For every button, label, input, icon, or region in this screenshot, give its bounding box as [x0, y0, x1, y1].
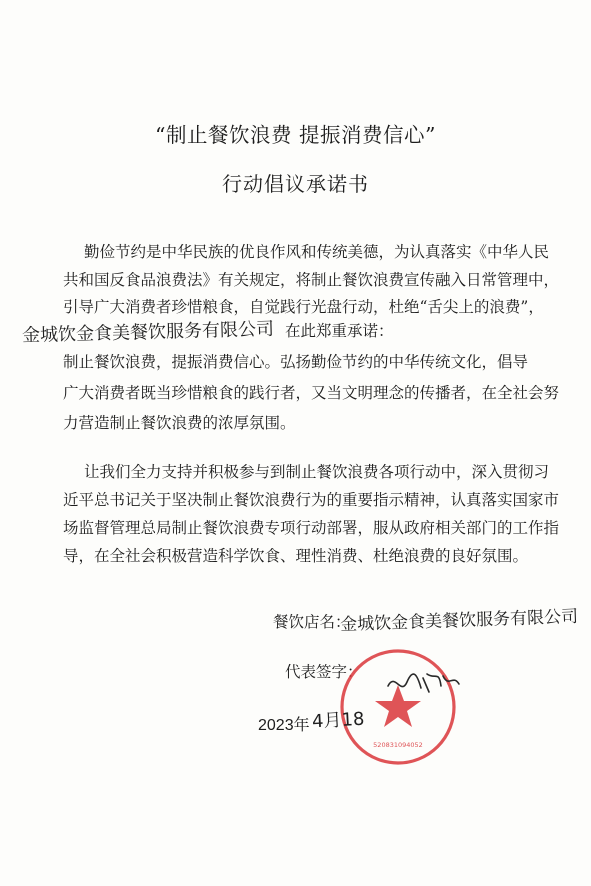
paragraph2-line: 制止餐饮浪费，提振消费信心。弘扬勤俭节约的中华传统文化，倡导 — [63, 353, 529, 371]
paragraph3-line: 导，在全社会积极营造科学饮食、理性消费、杜绝浪费的良好氛围。 — [63, 547, 529, 565]
document-subtitle: 行动倡议承诺书 — [222, 172, 369, 196]
seal-number: 520831094052 — [373, 741, 423, 749]
paragraph3-line: 近平总书记关于坚决制止餐饮浪费行为的重要指示精神，认真落实国家市 — [63, 491, 560, 509]
handwritten-date: 4月18 — [311, 708, 365, 733]
paragraph3-line: 让我们全力支持并积极参与到制止餐饮浪费各项行动中，深入贯彻习 — [84, 463, 550, 481]
date-prefix: 2023年 — [258, 717, 310, 734]
handwritten-restaurant-name: 金城饮金食美餐饮服务有限公司 — [339, 606, 579, 636]
paragraph1-line: 共和国反食品浪费法》有关规定，将制止餐饮浪费宣传融入日常管理中， — [63, 271, 560, 289]
representative-signature-label: 代表签字： — [285, 663, 363, 681]
paragraph1-line: 在此郑重承诺： — [285, 322, 394, 340]
paragraph3-line: 场监督管理总局制止餐饮浪费专项行动部署，服从政府相关部门的工作指 — [63, 519, 560, 537]
document-title: “制止餐饮浪费 提振消费信心” — [155, 123, 436, 147]
restaurant-name-label: 餐饮店名： — [273, 613, 351, 631]
paragraph1-line: 引导广大消费者珍惜粮食，自觉践行光盘行动，杜绝“舌尖上的浪费”， — [63, 298, 544, 316]
paragraph1-line: 勤俭节约是中华民族的优良作风和传统美德，为认真落实《中华人民 — [84, 243, 550, 261]
paragraph2-line: 广大消费者既当珍惜粮食的践行者，又当文明理念的传播者，在全社会努 — [63, 384, 560, 402]
paragraph2-line: 力营造制止餐饮浪费的浓厚氛围。 — [63, 414, 296, 432]
representative-signature — [383, 668, 463, 698]
handwritten-company-name: 金城饮金食美餐饮服务有限公司 — [21, 318, 275, 347]
